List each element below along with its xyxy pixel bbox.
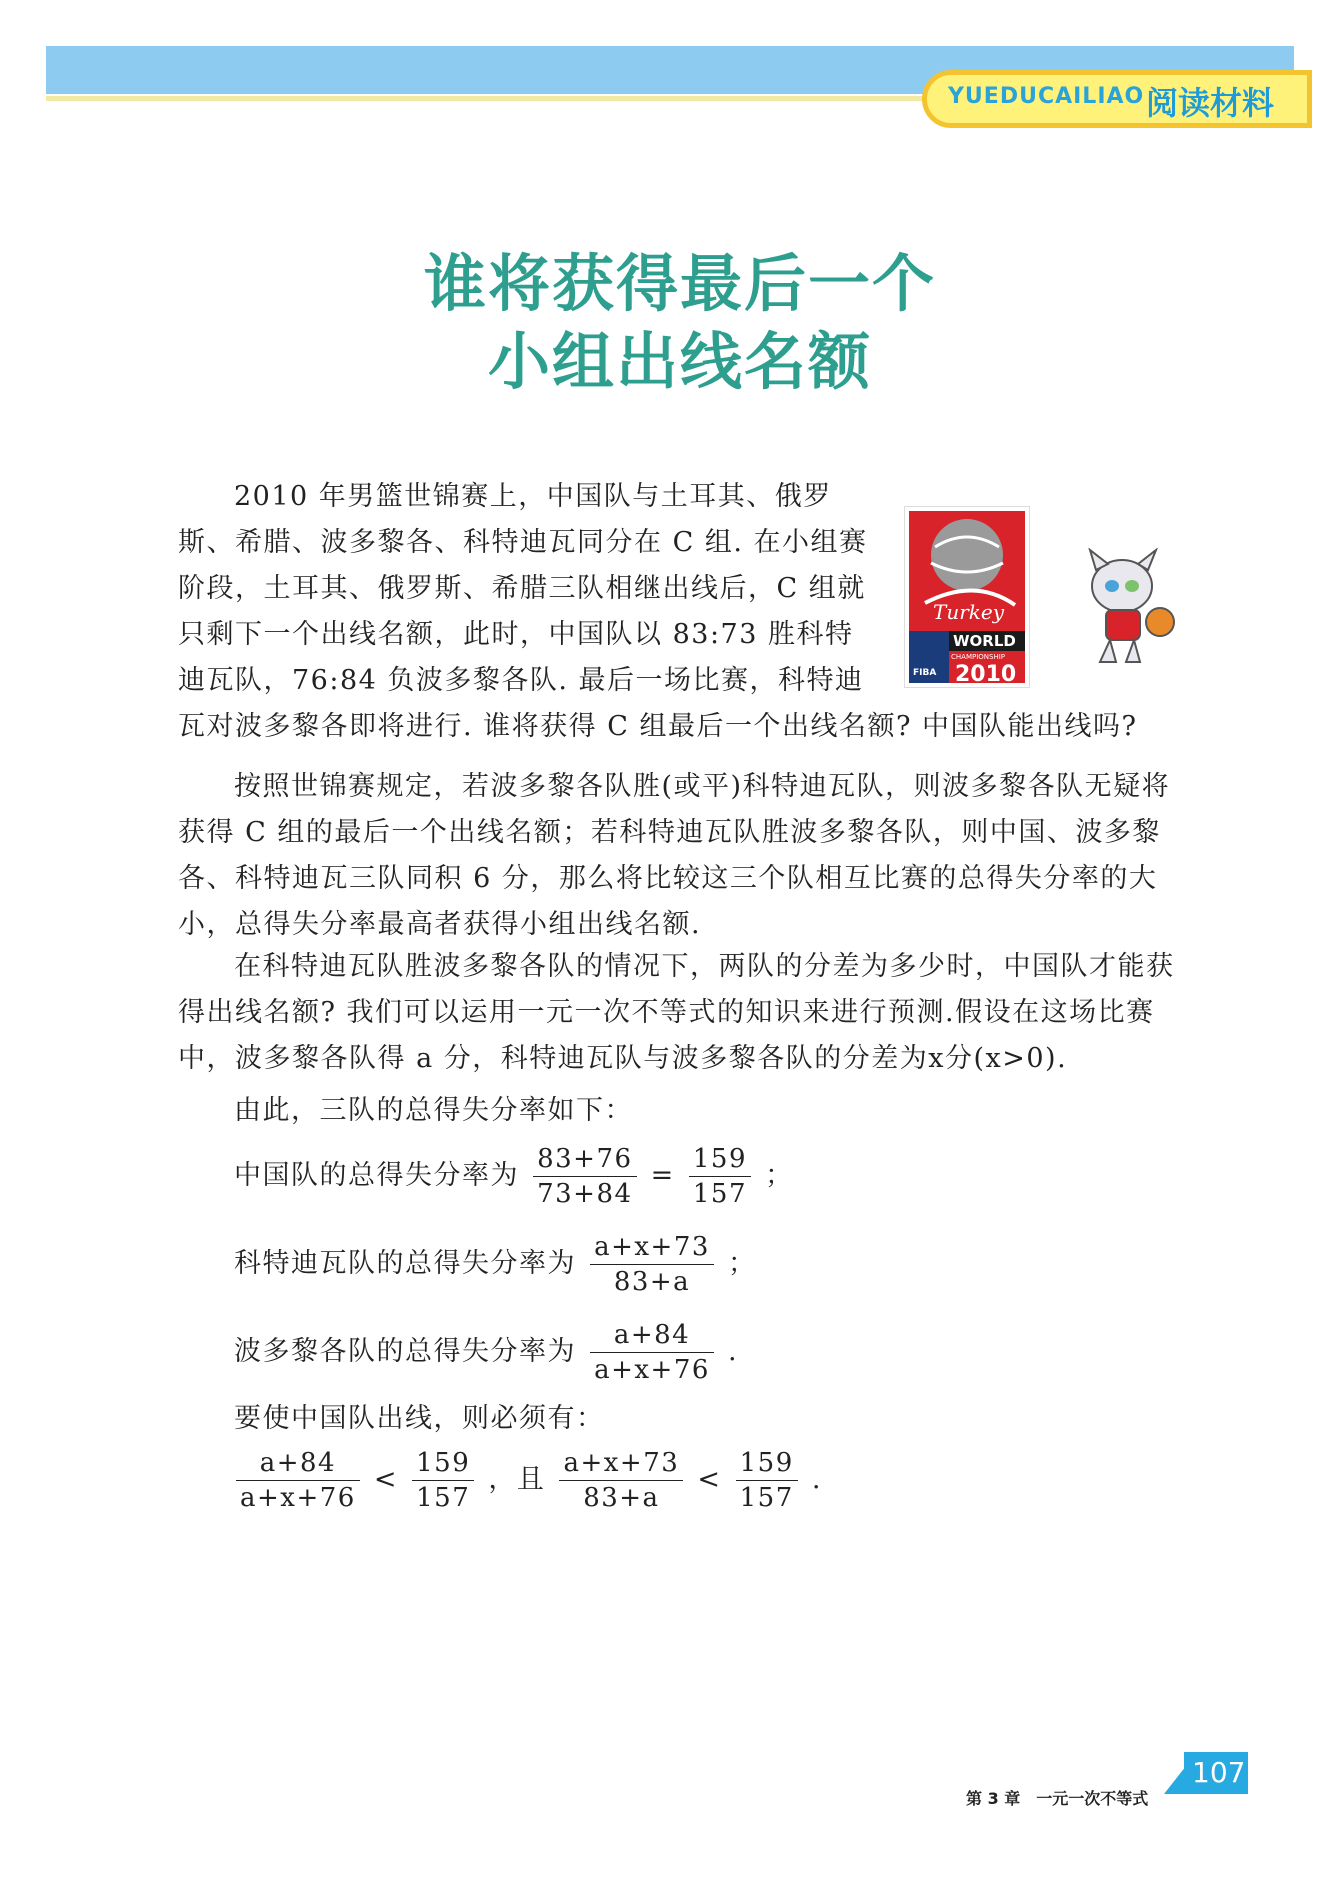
fraction-numerator: a+84 [236,1448,360,1481]
paragraph-rules: 按照世锦赛规定，若波多黎各队胜(或平)科特迪瓦队，则波多黎各队无疑将获得 C 组的最后一个出线名额；若科特迪瓦队胜波多黎各队，则中国、波多黎各、科特迪瓦三队同积 6 分，那么将比较这三个队相互比赛的总得失分率的大小，总得失分率最高者获得小组出线名额. [178,771,1171,940]
formula-end: . [811,1464,822,1495]
page-number: 107 [1192,1756,1246,1789]
fraction-numerator: a+84 [590,1320,714,1353]
fraction-numerator: 159 [689,1144,751,1177]
chapter-label: 第 3 章 一元一次不等式 [966,1789,1149,1808]
fraction-pr-rate [590,1320,714,1385]
formula-china-label: 中国队的总得失分率为 [234,1160,519,1191]
logo-year-text: 2010 [955,662,1017,687]
fraction-numerator: a+x+73 [559,1448,683,1481]
inequality-conditions [232,1448,822,1513]
formula-cote-divoire [234,1232,757,1297]
formula-china [234,1144,794,1209]
fraction-denominator: a+x+76 [594,1355,710,1385]
fraction-ineq1-left [236,1448,360,1513]
fraction-denominator: 83+a [583,1483,660,1513]
formula-end: ； [765,1160,794,1191]
formula-puerto-rico [234,1320,738,1385]
fraction-numerator: 159 [736,1448,798,1481]
logo-script-text: Turkey [933,600,1005,624]
logo-world-text: WORLD [953,632,1016,650]
formula-end: ； [728,1248,757,1279]
fraction-denominator: 73+84 [537,1179,633,1209]
fraction-numerator: a+x+73 [590,1232,714,1265]
fraction-denominator: a+x+76 [240,1483,356,1513]
section-tag-pinyin: YUEDUCAILIAO [948,84,1145,109]
fiba-2010-logo [904,506,1030,688]
section-tag-title: 阅读材料 [1146,84,1275,122]
condition-intro: 要使中国队出线，则必须有： [234,1403,605,1434]
less-than-sign: < [697,1464,722,1495]
fraction-china-rate [689,1144,751,1209]
equals-sign: = [650,1160,675,1191]
formula-end: . [728,1336,739,1367]
fraction-ineq2-left [559,1448,683,1513]
fraction-china-sum [533,1144,636,1209]
paragraph-intro-end: 瓦对波多黎各即将进行. 谁将获得 C 组最后一个出线名额? 中国队能出线吗? [178,711,1138,742]
fraction-ineq2-right [736,1448,798,1513]
paragraph-intro: 2010 年男篮世锦赛上，中国队与土耳其、俄罗斯、希腊、波多黎各、科特迪瓦同分在 C 组. 在小组赛阶段，土耳其、俄罗斯、希腊三队相继出线后，C 组就只剩下一个出线名额，此时，中国队以 83:73 胜科特迪瓦队，76:84 负波多黎各队. 最后一场比赛，科特迪 [178,481,868,696]
fraction-denominator: 157 [416,1483,471,1513]
page-tab-arrow [1164,1766,1186,1794]
mascot-illustration [1070,548,1190,668]
fraction-civ-rate [590,1232,714,1297]
article-title-line-2: 小组出线名额 [487,325,872,398]
logo-championship-text: CHAMPIONSHIP [951,653,1006,661]
paragraph-assumption: 在科特迪瓦队胜波多黎各队的情况下，两队的分差为多少时，中国队才能获得出线名额? 我们可以运用一元一次不等式的知识来进行预测.假设在这场比赛中，波多黎各队得 a 分，科特迪瓦队与波多黎各队的分差为x分(x>0). [178,951,1175,1074]
fraction-numerator: 83+76 [533,1144,636,1177]
conjunction: ，且 [488,1464,546,1495]
formula-civ-label: 科特迪瓦队的总得失分率为 [234,1248,576,1279]
fraction-denominator: 83+a [613,1267,691,1297]
article-title-line-1: 谁将获得最后一个 [423,247,936,320]
fraction-numerator: 159 [412,1448,474,1481]
fraction-denominator: 157 [739,1483,794,1513]
formula-pr-label: 波多黎各队的总得失分率为 [234,1336,576,1367]
logo-fiba-text: FIBA [913,668,937,678]
paragraph-rates-intro: 由此，三队的总得失分率如下： [234,1095,633,1126]
fraction-denominator: 157 [692,1179,747,1209]
less-than-sign: < [373,1464,399,1495]
fraction-ineq1-right [412,1448,474,1513]
